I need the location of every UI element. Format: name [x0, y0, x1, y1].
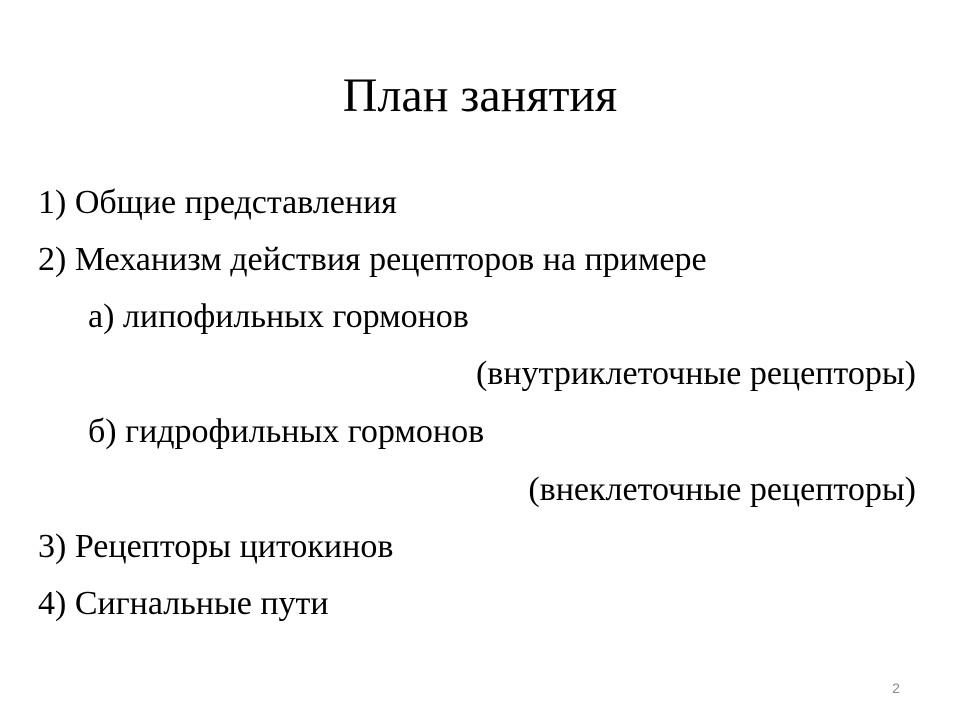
outline-item-1: 1) Общие представления	[38, 184, 397, 221]
outline-subitem-a: а) липофильных гормонов	[88, 298, 469, 335]
outline-subitem-a-note: (внутриклеточные рецепторы)	[475, 355, 916, 392]
outline-item-2: 2) Механизм действия рецепторов на примере	[38, 241, 707, 278]
slide-title: План занятия	[342, 69, 618, 122]
outline-subitem-b-note: (внеклеточные рецепторы)	[528, 471, 916, 508]
outline-item-3: 3) Рецепторы цитокинов	[38, 528, 394, 565]
page-number: 2	[892, 680, 900, 696]
outline-subitem-b: б) гидрофильных гормонов	[88, 413, 485, 450]
outline-item-4: 4) Сигнальные пути	[38, 585, 329, 622]
